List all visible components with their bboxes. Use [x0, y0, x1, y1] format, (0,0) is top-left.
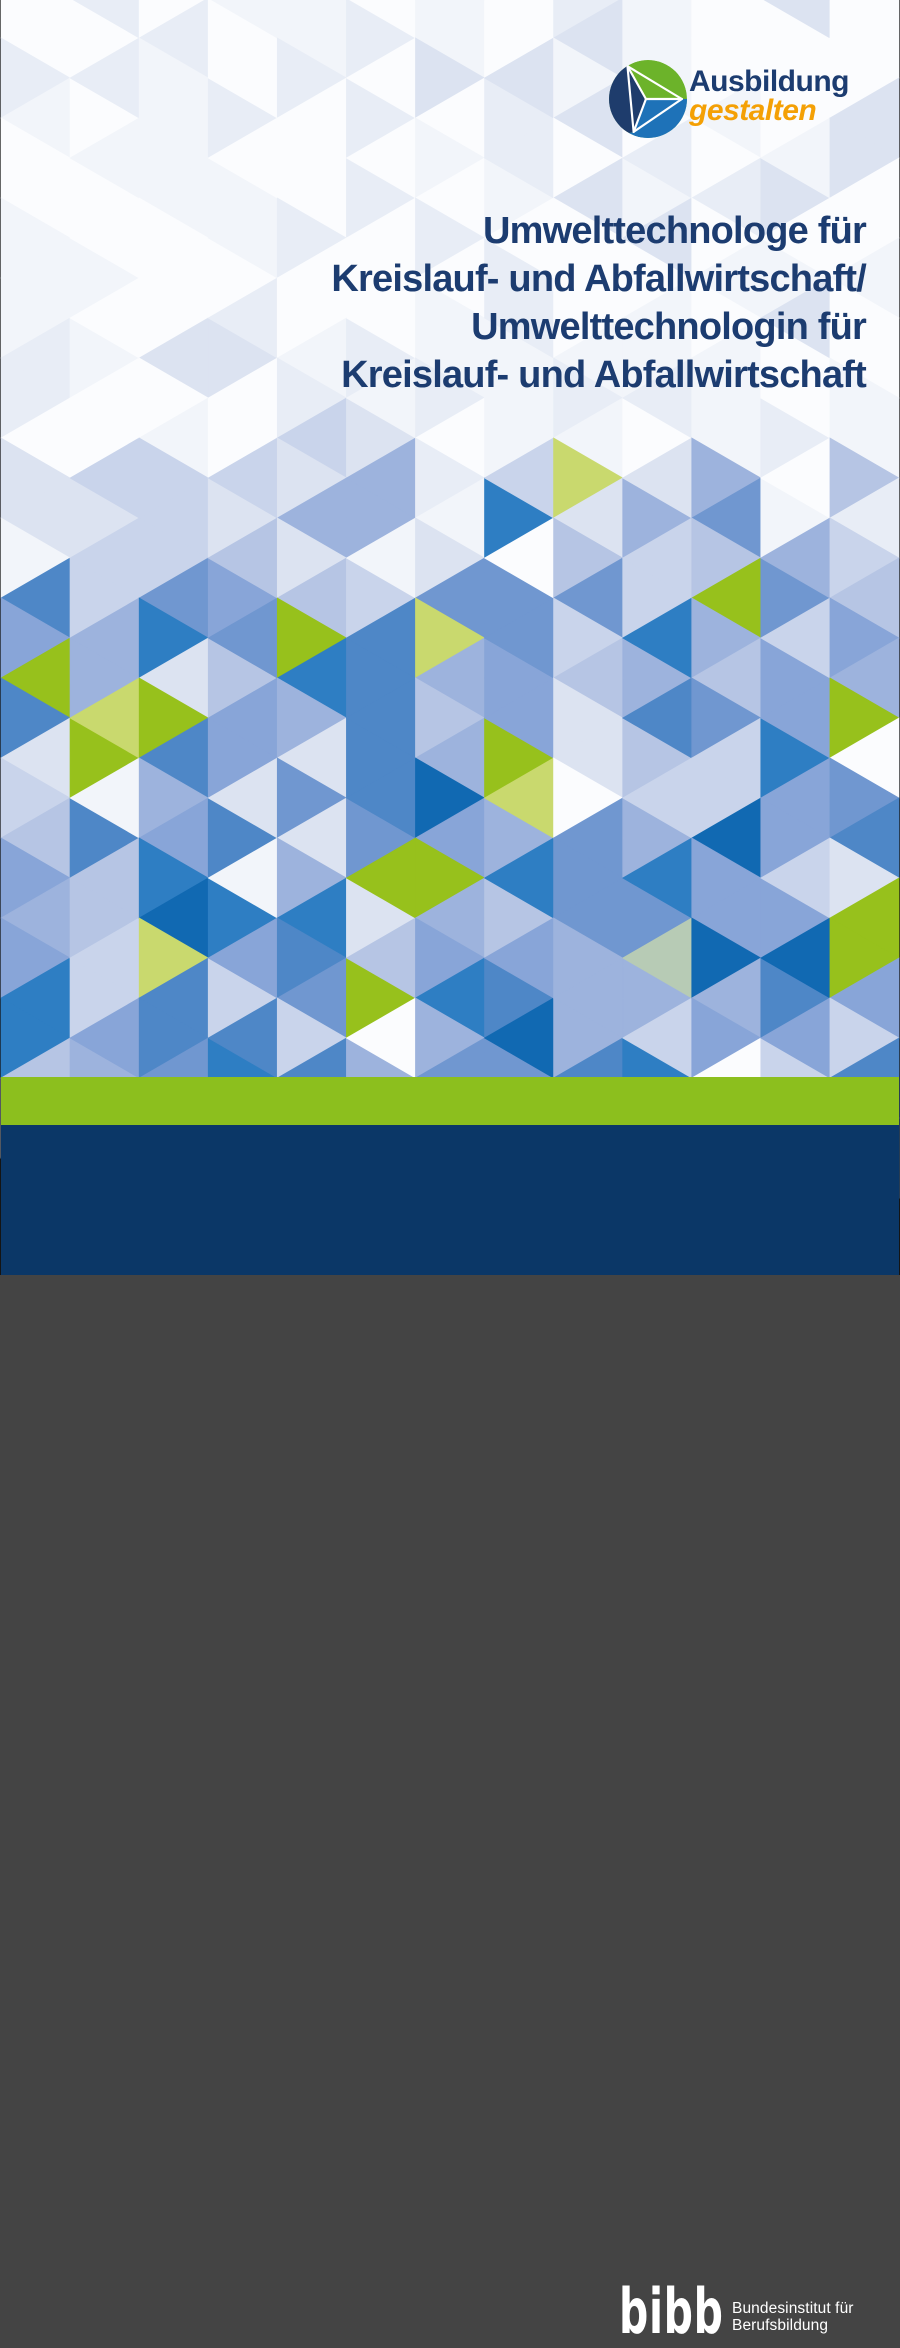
- triangle-mosaic-background: [1, 1, 899, 1077]
- brand-subtitle: gestalten: [689, 94, 817, 127]
- footer-bar: [1, 1125, 899, 2348]
- cover-title-line-3: Umwelttechnologin für: [471, 306, 866, 348]
- bibb-institute-line-1: Bundesinstitut für: [732, 2300, 854, 2317]
- bibb-institute-name: [732, 2300, 854, 2334]
- ausbildung-gestalten-circle-icon: [609, 60, 687, 138]
- bibb-logo: bibb: [619, 2275, 724, 2348]
- cover-title: [1, 207, 866, 399]
- cover-title-line-2: Kreislauf- und Abfallwirtschaft/: [331, 258, 866, 300]
- cover-title-line-4: Kreislauf- und Abfallwirtschaft: [341, 354, 866, 396]
- green-accent-stripe: [1, 1077, 899, 1125]
- brand-title: Ausbildung: [689, 65, 849, 98]
- bibb-institute-line-2: Berufsbildung: [732, 2317, 829, 2334]
- ausbildung-gestalten-wordmark: [689, 67, 849, 125]
- cover-title-line-1: Umwelttechnologe für: [482, 210, 866, 252]
